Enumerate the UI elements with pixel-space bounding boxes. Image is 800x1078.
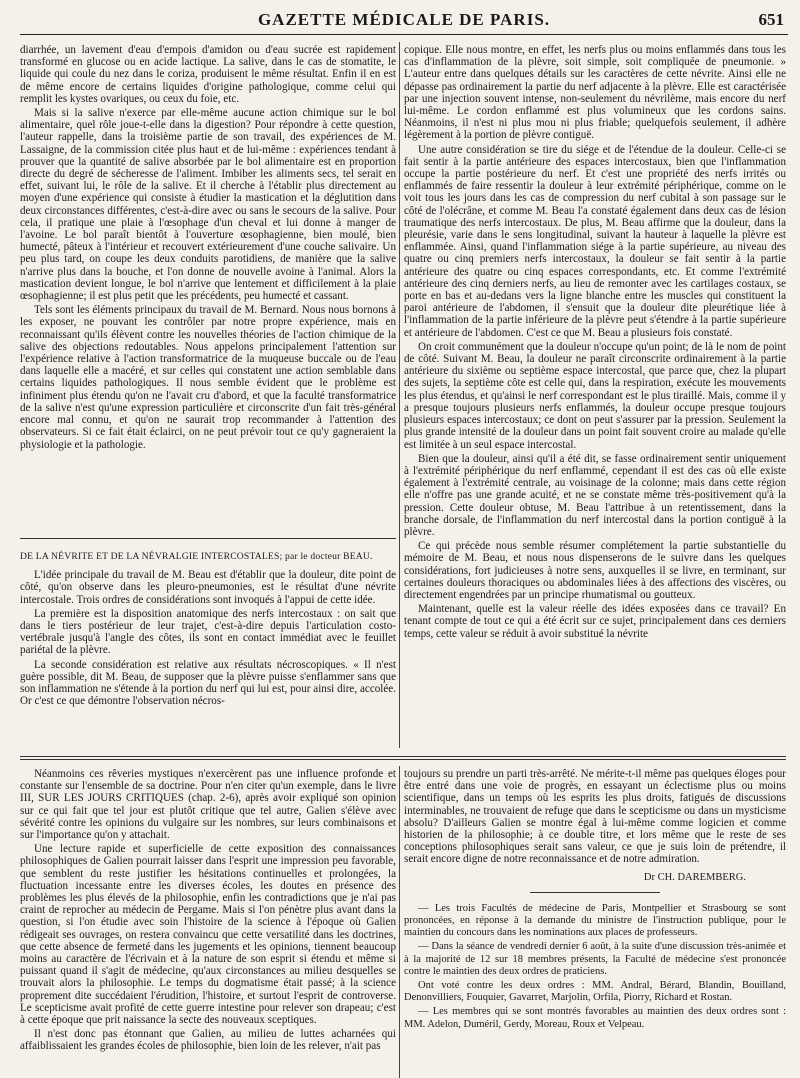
paragraph: Tels sont les éléments principaux du travail de M. Bernard. Nous nous bornons à les exposer, ne pouvant les contrôler par notre propre expérience, mais en reconnaissant qu'ils élèvent contre les nouvelles théories de l'action chimique de la salive des objections redoutables. Nous appelons principalement l'attention sur l'expérience relative à l'action transformatrice de la muqueuse buccale ou de l'eau dans laquelle elle a macéré, et sur celles qui constatent une action semblable dans certains liquides pathologiques. Il nous semble évident que le problème est infiniment plus étendu qu'on ne l'avait cru d'abord, et que la faculté transformatrice de la salive n'est qu'une expression particulière et circonscrite d'un fait très-général encore mal connu, et qu'on ne saurait trop recommander à l'attention des observateurs. Si ce fait était éclairci, on ne peut prévoir tout ce qu'y gagneraient la physiologie et la pathologie. <box>20 304 396 451</box>
paragraph: La première est la disposition anatomique des nerfs intercostaux : on sait que dans le tiers postérieur de leur trajet, c'est-à-dire depuis l'articulation costo-vertébrale jusqu'à l'angle des côtes, ils sont en contact immédiat avec le feuillet pariétal de la plèvre. <box>20 607 396 657</box>
column-right-top <box>404 44 786 746</box>
column-left-top <box>20 44 396 537</box>
page-header <box>20 8 788 35</box>
paragraph: Il n'est donc pas étonnant que Galien, au milieu de luttes acharnées qui affaiblissaient les grandes écoles de philosophie, bien loin de les relever, n'ait pas <box>20 1028 396 1053</box>
separator-rule <box>530 892 660 893</box>
column-divider-bottom <box>399 766 400 1078</box>
paragraph: diarrhée, un lavement d'eau d'empois d'amidon ou d'eau sucrée est rapidement transformé en glucose ou en acide lactique. La salive, dans le cas de stomatite, le liquide qui coule du nez dans le coriza, produisent le même résultat. Enfin il en est de même encore de certains liquides d'origine pathologique, comme celui qui remplit les kystes ovariques, ou ceux du foie, etc. <box>20 44 396 105</box>
paragraph: Une lecture rapide et superficielle de cette exposition des connaissances philosophiques de Galien pourrait laisser dans l'esprit une impression peu favorable, que semblent du reste justifier les hésitations continuelles et prolongées, la fluctuation incessante entre les diverses écoles, les doutes en présence des problèmes les plus élevés de la philosophie, enfin les contradictions que je n'ai pas craint de reprocher au médecin de Pergame. Mais si l'on pénètre plus avant dans la question, si l'on étudie avec soin l'histoire de la science à l'époque où Galien rédigeait ses ouvrages, on restera convaincu que cette versatilité dans les doctrines, que cette absence de fermeté dans les jugements et les opinions, tiennent beaucoup moins au caractère de l'écrivain et à la nature de son esprit si étendu et même si puissant quand il s'agit de médecine, qu'aux circonstances au milieu desquelles se trouvait alors la philosophie. Le temps du dogmatisme était passé; à la science proprement dite succédaient l'érudition, l'histoire, et surtout l'esprit de controverse. Le scepticisme avait profité de cette guerre intestine pour relever son drapeau; c'est à cette époque que prit naissance la secte des nouveaux sceptiques. <box>20 843 396 1027</box>
news-notice: — Les trois Facultés de médecine de Paris, Montpellier et Strasbourg se sont prononcées, en réponse à la demande du ministre de l'instruction publique, pour le maintien du concours dans les nominations aux places de professeurs. <box>404 902 786 939</box>
paragraph: copique. Elle nous montre, en effet, les nerfs plus ou moins enflammés dans tous les cas d'inflammation de la plèvre, soit simple, soit compliquée de pneumonie. » L'auteur entre dans quelques détails sur les caractères de cette névrite. Ainsi elle ne dépasse pas ordinairement la partie du nerf adjacente à la plèvre. Elle est caractérisée par une injection souvent intense, non-seulement du névrilème, mais encore du nerf lui-même. Le cordon enflammé est plus volumineux que les cordons sains. Néanmoins, il n'est ni plus mou ni plus friable; quelquefois seulement, il adhère légèrement à la portion de plèvre contiguë. <box>404 44 786 142</box>
column-left-bottom <box>20 768 396 1076</box>
paragraph: Ce qui précède nous semble résumer complétement la partie substantielle du mémoire de M. Beau, et nous nous dispenserons de le suivre dans les quelques considérations, fort judicieuses à notre sens, auxquelles il se livre, en terminant, sur certaines douleurs thoraciques ou abdominales liées à des affections des viscères, ou directement engendrées par un principe rhumatismal ou goutteux. <box>404 540 786 601</box>
page-number: 651 <box>758 10 784 29</box>
paragraph: toujours su prendre un parti très-arrêté. Ne mérite-t-il même pas quelques éloges pour être entré dans une voie de progrès, en essayant un éclectisme plus ou moins scientifique, dans un temps où les esprits les plus droits, fatigués de discussions interminables, ne trouvaient de refuge que dans le scepticisme ou dans un mysticisme absolu? D'ailleurs Galien se montre égal à lui-même comme logicien et comme historien de la philosophie; à ce double titre, et lors même que le reste de ses conceptions philosophiques serait sans valeur, ce que je suis loin de prétendre, il serait encore digne de notre reconnaissance et de notre admiration. <box>404 768 786 866</box>
paragraph: Maintenant, quelle est la valeur réelle des idées exposées dans ce travail? En tenant compte de tout ce qui a été écrit sur ce sujet, principalement dans ces derniers temps, cette valeur se réduit à avoir substitué la névrite <box>404 603 786 640</box>
column-left-middle <box>20 543 396 746</box>
paragraph: L'idée principale du travail de M. Beau est d'établir que la douleur, dite point de côté, qu'on observe dans les pleuro-pneumonies, est le résultat d'une névrite intercostale. Trois ordres de considérations sont invoqués à l'appui de cette idée. <box>20 569 396 606</box>
article-heading: DE LA NÉVRITE ET DE LA NÉVRALGIE INTERCOSTALES; par le docteur BEAU. <box>20 551 373 562</box>
paragraph: Une autre considération se tire du siége et de l'étendue de la douleur. Celle-ci se fait sentir à la partie antérieure des espaces intercostaux, bien que l'inflammation occupe la partie postérieure du nerf. Et c'est une propriété des nerfs irrités ou enflammés de faire ressentir la douleur à leur extrémité périphérique, comme on le voit tous les jours dans les cas de compression du nerf cubital à son passage sur le côté de l'olécrâne, et comme M. Beau l'a constaté également dans deux cas de lésion traumatique des nerfs intercostaux. De plus, M. Beau affirme que la douleur, dans la pleurésie, varie dans le sens longitudinal, suivant la hauteur à laquelle la plèvre est enflammée. Ainsi, quand l'inflammation siége à la partie supérieure, au niveau des quatre ou cinq premiers nerfs intercostaux, la douleur se fait sentir à la partie antérieure des quatre ou cinq espaces correspondants, etc. Et comme l'extrémité antérieure des cinq derniers nerfs, au lieu de remonter avec les cartilages costaux, se porte en bas et au-dedans vers la ligne blanche entre les muscles qui constituent la paroi antérieure de l'abdomen, il s'ensuit que la douleur dite pleurétique liée à l'inflammation de la partie inférieure de la plèvre peut s'étendre à la partie supérieure et antérieure de l'abdomen. C'est ce que M. Beau a plusieurs fois constaté. <box>404 143 786 339</box>
section-divider-bottom <box>20 756 786 757</box>
news-notice: — Dans la séance de vendredi dernier 6 août, à la suite d'une discussion très-animée et à la majorité de 12 sur 18 membres présents, la Faculté de médecine s'est prononcée contre le maintien des deux ordres de praticiens. <box>404 941 786 977</box>
column-divider-top <box>399 42 400 748</box>
paragraph: On croit communément que la douleur n'occupe qu'un point; de là le nom de point de côté. Suivant M. Beau, la douleur ne paraît circonscrite ordinairement à la partie antérieure du sixième ou septième espace intercostal, que parce que, chez la plupart des sujets, la septième côte est celle qui, dans la respiration, exécute les mouvements les plus étendus, et qu'ainsi le nerf correspondant est le plus tiraillé. Mais, comme il y a presque toujours plusieurs nerfs enflammés, la douleur occupe presque toujours plusieurs espaces intercostaux; ce dont on peut s'assurer par la pression. Seulement la plus grande intensité de la douleur dans un point fait souvent croire au malade qu'elle est limitée à un seul espace intercostal. <box>404 340 786 451</box>
section-divider-bottom-2 <box>20 759 786 760</box>
journal-title: GAZETTE MÉDICALE DE PARIS. <box>257 10 551 29</box>
column-right-bottom <box>404 768 786 1076</box>
paragraph: Néanmoins ces rêveries mystiques n'exercèrent pas une influence profonde et constante sur l'ensemble de sa doctrine. Pour n'en citer qu'un exemple, dans le livre III, SUR LES JOURS CRITIQUES (chap. 2-6), après avoir expliqué son opinion sur ce qui fait que tel jour est plutôt critique que tel autre, Galien s'élève avec sévérité contre les opinions du vulgaire sur les nombres, sur leurs combinaisons et sur l'importance qu'on y attachait. <box>20 768 396 842</box>
section-divider-top <box>20 538 396 539</box>
paragraph: Bien que la douleur, ainsi qu'il a été dit, se fasse ordinairement sentir uniquement à l'extrémité périphérique du nerf enflammé, cependant il est des cas où elle existe également à l'extrémité centrale, au voisinage de la colonne; mais dans cette région elle n'offre pas une grande acuité, et ne se constate même très-positivement qu'à la pression. Cette douleur obtuse, M. Beau l'attribue à un retentissement, dans la branche dorsale, de l'inflammation du nerf intercostal dans la portion contiguë à la plèvre. <box>404 452 786 538</box>
author-signature: Dr CH. DAREMBERG. <box>643 871 746 883</box>
news-notice: Ont voté contre les deux ordres : MM. Andral, Bérard, Blandin, Bouilland, Denonvilliers, Fouquier, Gavarret, Marjolin, Orfila, Piorry, Richard et Rostan. <box>404 980 786 1004</box>
paragraph: La seconde considération est relative aux résultats nécroscopiques. « Il n'est guère possible, dit M. Beau, de supposer que la plèvre puisse s'enflammer sans que son inflammation ne s'étende à la portion du nerf qui lui est, pour ainsi dire, accolée. Or c'est ce que démontre l'observation nécros- <box>20 658 396 708</box>
paragraph: Mais si la salive n'exerce par elle-même aucune action chimique sur le bol alimentaire, quel rôle joue-t-elle dans la digestion? Pour répondre à cette question, l'auteur rappelle, dans la troisième partie de son travail, des expériences de M. Lassaigne, de la commission citée plus haut et de lui-même : expériences tendant à prouver que la quantité de salive absorbée par le bol alimentaire est en proportion directe du degré de sécheresse de l'aliment. Imbiber les aliments secs, tel serait en effet, suivant lui, le rôle de la salive. Et il cherche à l'établir plus directement au moyen d'une expérience qui consiste à étudier la mastication et la déglutition dans deux circonstances différentes, c'est-à-dire avec ou sans le secours de la salive. Pour cela, il pratique une plaie à l'œsophage d'un cheval et lui donne à manger de l'avoine. Le bol paraît bientôt à l'ouverture œsophagienne, bien moulé, bien humecté, pâteux à l'intérieur et recouvert extérieurement d'une couche salivaire. Un peu plus tard, on coupe les deux conduits parotidiens, de manière que la salive n'arrive plus dans la bouche, et l'on donne de nouvelle avoine à l'animal. Alors la mastication devient longue, le bol n'arrive que lentement et difficilement à la plaie œsophagienne; il est plus petit que les précédents, peu humecté et cassant. <box>20 107 396 303</box>
news-notice: — Les membres qui se sont montrés favorables au maintien des deux ordres sont : MM. Adelon, Duméril, Gerdy, Moreau, Roux et Velpeau. <box>404 1006 786 1030</box>
